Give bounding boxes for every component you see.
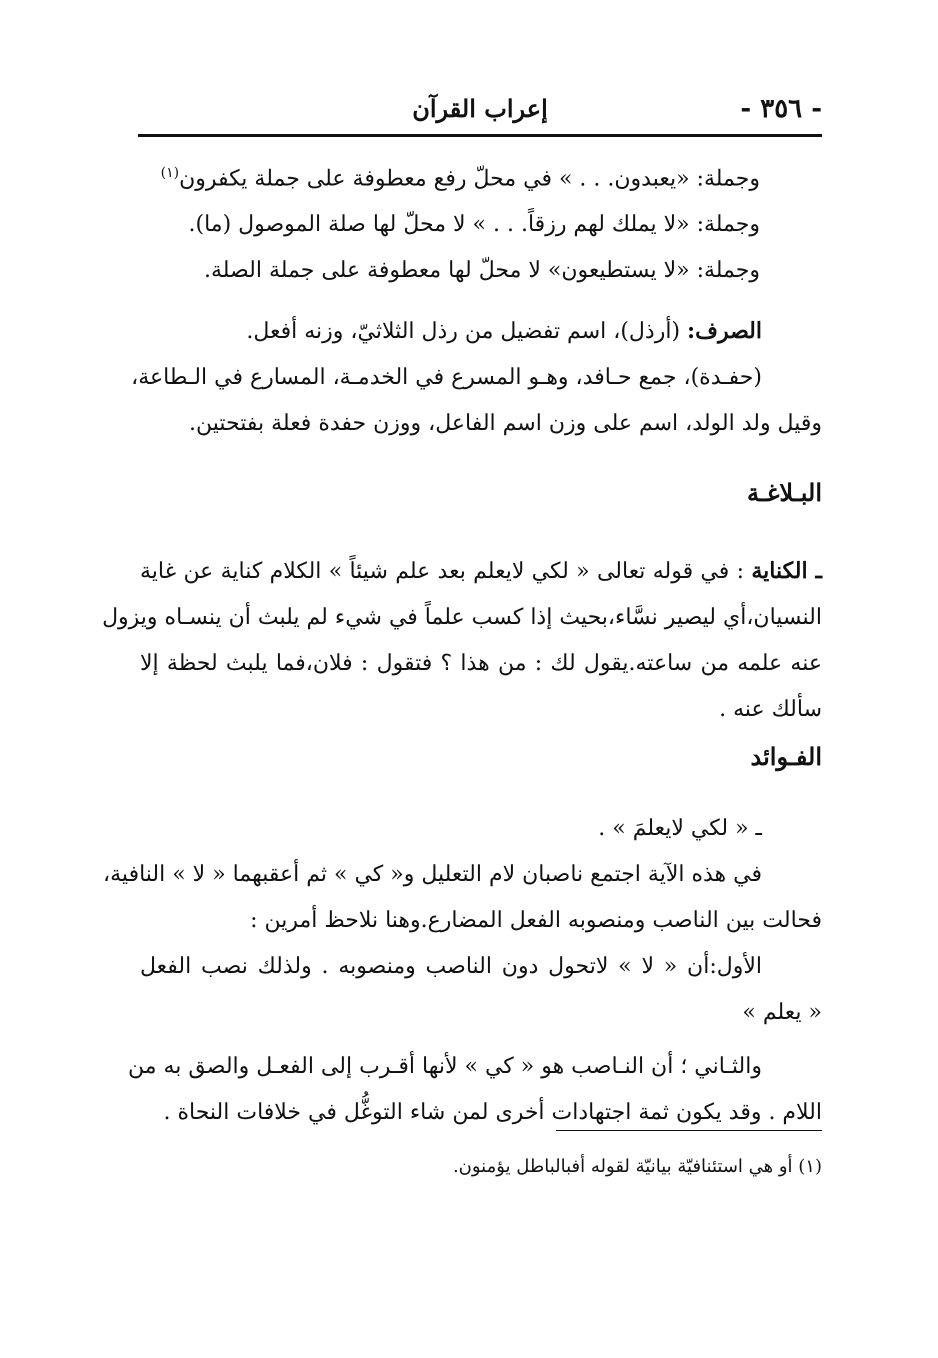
fawaid-line: والثـاني ؛ أن النـاصب هو « كي » لأنها أقـرب إلى الفعـل والصق به من (127, 1054, 762, 1079)
fawaid-line: اللام . وقد يكون ثمة اجتهادات أخرى لمن شاء التوغُّل في خلافات النحاة . (163, 1100, 822, 1125)
fawaid-line: « يعلم » (742, 1000, 822, 1025)
kinaya-label: ـ الكناية (751, 558, 822, 584)
balagha-line: ـ الكناية : في قوله تعالى « لكي لايعلم بعد علم شيئاً » الكلام كناية عن غاية (140, 558, 822, 584)
sentence-line: وجملة: «لا يستطيعون» لا محلّ لها معطوفة على جملة الصلة. (203, 258, 760, 284)
header-rule (138, 134, 822, 137)
running-title: إعراب القرآن (412, 94, 548, 123)
page-header (138, 88, 822, 134)
sarf-section (131, 308, 822, 447)
footnote-rule (556, 1130, 822, 1131)
page-number: - ٣٥٦ - (740, 94, 822, 124)
sentence-analysis-block (160, 150, 760, 294)
footnote: (١) أو هي استئنافيّة بيانيّة لقوله أفبالباطل يؤمنون. (452, 1156, 822, 1177)
fawaid-heading: الفـوائد (750, 742, 822, 771)
balagha-line: سألك عنه . (719, 697, 822, 722)
balagha-line: النسيان،أي ليصير نسَّاء،بحيث إذا كسب علماً في شيء لم يلبث أن ينسـاه ويزول (102, 605, 822, 630)
sarf-line: الصرف: (أرذل)، اسم تفضيل من رذل الثلاثيّ، وزنه أفعل. (246, 318, 762, 344)
sentence-line: وجملة: «لا يملك لهم رزقاً. . . » لا محلّ لها صلة الموصول (ما). (188, 212, 760, 238)
fawaid-line: فحالت بين الناصب ومنصوبه الفعل المضارع.وهنا نلاحظ أمرين : (250, 908, 822, 933)
sarf-line: وقيل ولد الولد، اسم على وزن اسم الفاعل، ووزن حفدة فعلة بفتحتين. (189, 411, 822, 436)
sentence-line: وجملة: «يعبدون. . . » في محلّ رفع معطوفة على جملة يكفرون$^{(١)}$ (160, 165, 760, 192)
sarf-label: الصرف: (687, 318, 762, 344)
footnote-marker: (١) (160, 165, 180, 181)
fawaid-line: ـ « لكي لايعلمَ » . (598, 816, 762, 841)
balagha-section (102, 548, 822, 733)
balagha-heading: البـلاغـة (746, 478, 822, 507)
fawaid-section (103, 806, 822, 1136)
balagha-line: عنه علمه من ساعته.يقول لك : من هذا ؟ فتقول : فلان،فما يلبث لحظة إلا (140, 651, 822, 676)
fawaid-line: في هذه الآية اجتمع ناصبان لام التعليل و« كي » ثم أعقبهما « لا » النافية، (103, 862, 762, 887)
fawaid-line: الأول:أن « لا » لاتحول دون الناصب ومنصوبه . ولذلك نصب الفعل (140, 954, 762, 979)
sarf-line: (حفـدة)، جمع حـافد، وهـو المسرع في الخدمـة، المسارع في الـطاعة، (131, 365, 762, 390)
